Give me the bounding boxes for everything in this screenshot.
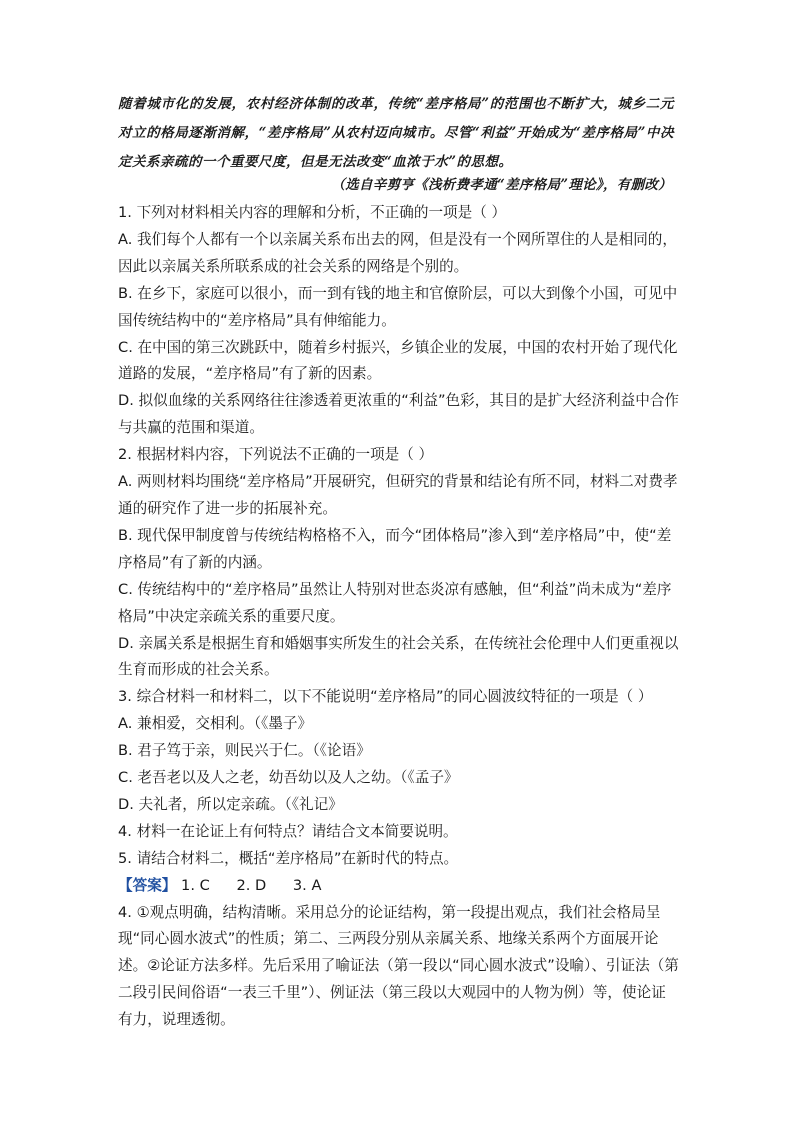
answer-value: 1. C xyxy=(181,876,210,894)
option-c: C. 老吾老以及人之老，幼吾幼以及人之幼。（《孟子》 xyxy=(118,769,459,787)
answer-key xyxy=(118,873,680,900)
material-excerpt xyxy=(118,90,674,177)
option-d: D. 亲属关系是根据生育和婚姻事实所发生的社会关系，在传统社会伦理中人们更重视以生育而形成的社会关系。 xyxy=(118,634,679,679)
option-c: C. 在中国的第三次跳跃中，随着乡村振兴，乡镇企业的发展，中国的农村开始了现代化道路的发展，“差序格局”有了新的因素。 xyxy=(118,338,678,383)
answer-4-explanation: 4. ①观点明确，结构清晰。采用总分的论证结构，第一段提出观点，我们社会格局呈现“同心圆水波式”的性质；第二、三两段分别从亲属关系、地缘关系两个方面展开论述。②论证方法多样。先后采用了喻证法（第一段以“同心圆水波式”设喻）、引证法（第二段引民间俗语“一表三千里”）、例证法（第三段以大观园中的人物为例）等，使论证有力，说理透彻。 xyxy=(118,903,679,1029)
questions-section xyxy=(118,200,680,1034)
question-stem: 1. 下列对材料相关内容的理解和分析，不正确的一项是（ ） xyxy=(118,204,507,221)
option-a: A. 兼相爱，交相利。（《墨子》 xyxy=(118,715,313,733)
question-stem: 4. 材料一在论证上有何特点？请结合文本简要说明。 xyxy=(118,822,458,840)
material-paragraph: 随着城市化的发展，农村经济体制的改革，传统“差序格局”的范围也不断扩大，城乡二元对立的格局逐渐消解，“差序格局”从农村迈向城市。尽管“利益”开始成为“差序格局”中决定关系亲疏的一个重要尺度，但是无法改变“血浓于水”的思想。 xyxy=(118,96,674,170)
material-source: （选自辛剪亨《浅析费孝通“差序格局”理论》，有删改） xyxy=(331,177,672,193)
question-stem: 2. 根据材料内容，下列说法不正确的一项是（ ） xyxy=(118,446,434,464)
answer-value: 3. A xyxy=(292,876,322,894)
option-b: B. 君子笃于亲，则民兴于仁。（《论语》 xyxy=(118,742,371,760)
answer-tag: 【答案】 xyxy=(118,876,177,894)
question-stem: 5. 请结合材料二，概括“差序格局”在新时代的特点。 xyxy=(118,849,459,867)
option-c: C. 传统结构中的“差序格局”虽然让人特别对世态炎凉有感触，但“利益”尚未成为“差序格局”中决定亲疏关系的重要尺度。 xyxy=(118,580,672,625)
answer-value: 2. D xyxy=(236,876,267,894)
option-d: D. 夫礼者，所以定亲疏。（《礼记》 xyxy=(118,795,343,813)
option-a: A. 我们每个人都有一个以亲属关系布出去的网，但是没有一个网所罩住的人是相同的，因此以亲属关系所联系成的社会关系的网络是个别的。 xyxy=(118,230,677,275)
option-d: D. 拟似血缘的关系网络往往渗透着更浓重的“利益”色彩，其目的是扩大经济利益中合作与共赢的范围和渠道。 xyxy=(118,392,680,437)
option-b: B. 现代保甲制度曾与传统结构格格不入，而今“团体格局”渗入到“差序格局”中，使“差序格局”有了新的内涵。 xyxy=(118,526,672,571)
option-b: B. 在乡下，家庭可以很小，而一到有钱的地主和官僚阶层，可以大到像个小国，可见中国传统结构中的“差序格局”具有伸缩能力。 xyxy=(118,284,678,329)
question-stem: 3. 综合材料一和材料二，以下不能说明“差序格局”的同心圆波纹特征的一项是（ ） xyxy=(118,688,653,706)
option-a: A. 两则材料均围绕“差序格局”开展研究，但研究的背景和结论有所不同，材料二对费孝通的研究作了进一步的拓展补充。 xyxy=(118,473,678,517)
